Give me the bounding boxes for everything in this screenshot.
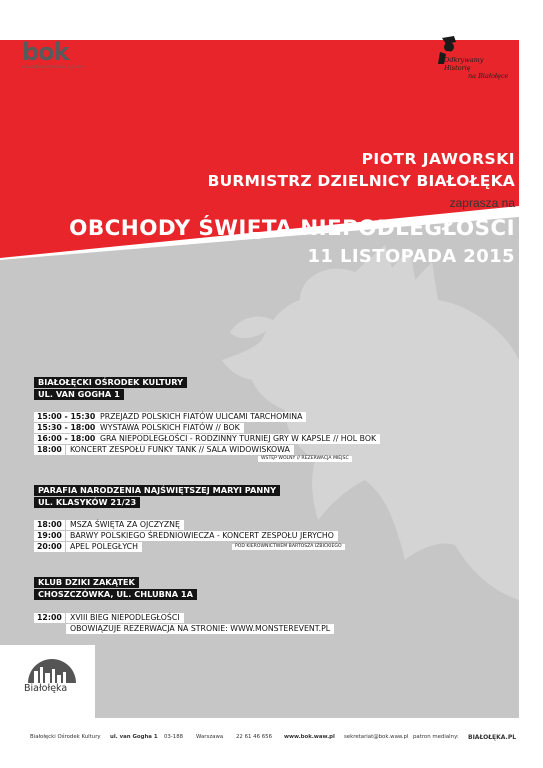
bialoleka-logo — [24, 655, 84, 695]
venue-2-note: POD KIEROWNICTWEM BARTOSZA IZBICKIEGO — [232, 544, 345, 550]
venue-2-item-1-text: MSZA ŚWIĘTA ZA OJCZYZNĘ — [66, 520, 184, 530]
footer-city: Warszawa — [196, 734, 224, 740]
headline-date: 11 LISTOPADA 2015 — [307, 246, 515, 267]
venue-3-name: KLUB DZIKI ZAKĄTEK — [34, 577, 139, 588]
footer-email[interactable]: sekretariat@bok.waw.pl — [344, 734, 409, 740]
bok-logo-subtitle: BIAŁOŁĘCKI OŚRODEK KULTURY — [22, 65, 85, 69]
venue-1-item-2-text: WYSTAWA POLSKICH FIATÓW // BOK — [96, 423, 244, 433]
venue-2-name: PARAFIA NARODZENIA NAJŚWIĘTSZEJ MARYI PANNY — [34, 485, 280, 496]
venue-1-item-1-time: 15:00 - 15:30 — [34, 412, 98, 422]
venue-1-item-1-text: PRZEJAZD POLSKICH FIATÓW ULICAMI TARCHOMINA — [96, 412, 306, 422]
footer-zip: 03-188 — [164, 734, 184, 740]
headline-invites: zaprasza na — [449, 196, 515, 210]
footer-patron[interactable]: BIAŁOŁĘKA.PL — [468, 734, 517, 741]
venue-2-item-2-time: 19:00 — [34, 531, 65, 541]
venue-1-name: BIAŁOŁĘCKI OŚRODEK KULTURY — [34, 377, 187, 388]
venue-2-address: UL. KLASYKÓW 21/23 — [34, 497, 140, 508]
footer-org: Białołęcki Ośrodek Kultury — [30, 734, 101, 740]
venue-2-item-3-text: APEL POLEGŁYCH — [66, 542, 142, 552]
venue-1-item-4-time: 18:00 — [34, 445, 65, 455]
headline-event: OBCHODY ŚWIĘTA NIEPODLEGŁOŚCI — [69, 216, 515, 241]
headline-role: BURMISTRZ DZIELNICY BIAŁOŁĘKA — [207, 172, 515, 190]
venue-2-item-1-time: 18:00 — [34, 520, 65, 530]
footer-street: ul. van Gogha 1 — [110, 734, 158, 740]
festival-logo — [428, 34, 514, 82]
bok-logo — [22, 38, 85, 69]
footer-phone: 22 61 46 656 — [236, 734, 273, 740]
festival-logo-line1: Odkrywamy — [444, 56, 484, 64]
bialoleka-emblem-icon — [24, 655, 80, 685]
right-margin — [519, 0, 543, 718]
venue-1-item-3-text: GRA NIEPODLEGŁOŚCI - RODZINNY TURNIEJ GRY W KAPSLE // HOL BOK — [96, 434, 380, 444]
venue-1-address: UL. VAN GOGHA 1 — [34, 389, 124, 400]
venue-2-item-3-time: 20:00 — [34, 542, 65, 552]
venue-2-item-2-text: BARWY POLSKIEGO ŚREDNIOWIECZA - KONCERT ZESPOŁU JERYCHO — [66, 531, 338, 541]
festival-logo-line2: Historię — [444, 64, 471, 72]
venue-1-item-4-text: KONCERT ZESPOŁU FUNKY TANK // SALA WIDOWISKOWA — [66, 445, 294, 455]
footer-patron-label: patron medialny: — [413, 734, 459, 740]
venue-1-item-3-time: 16:00 - 18:00 — [34, 434, 98, 444]
venue-3-address: CHOSZCZÓWKA, UL. CHLUBNA 1A — [34, 589, 197, 600]
headline-name: PIOTR JAWORSKI — [361, 150, 515, 168]
venue-1-item-2-time: 15:30 - 18:00 — [34, 423, 98, 433]
bialoleka-logo-label: Białołęka — [24, 683, 68, 694]
footer-web[interactable]: www.bok.waw.pl — [284, 734, 335, 740]
venue-3-time: 12:00 — [34, 613, 65, 623]
venue-3-line-2: OBOWIĄZUJE REZERWACJA NA STRONIE: WWW.MONSTEREVENT.PL — [66, 624, 334, 634]
venue-1-note: WSTĘP WOLNY // REZERWACJA MIEJSC — [258, 456, 352, 462]
bok-logo-word: bok — [22, 38, 69, 66]
festival-logo-line3: na Białołęce — [468, 72, 509, 80]
venue-3-line-1: XVIII BIEG NIEPODLEGŁOŚCI — [66, 613, 184, 623]
